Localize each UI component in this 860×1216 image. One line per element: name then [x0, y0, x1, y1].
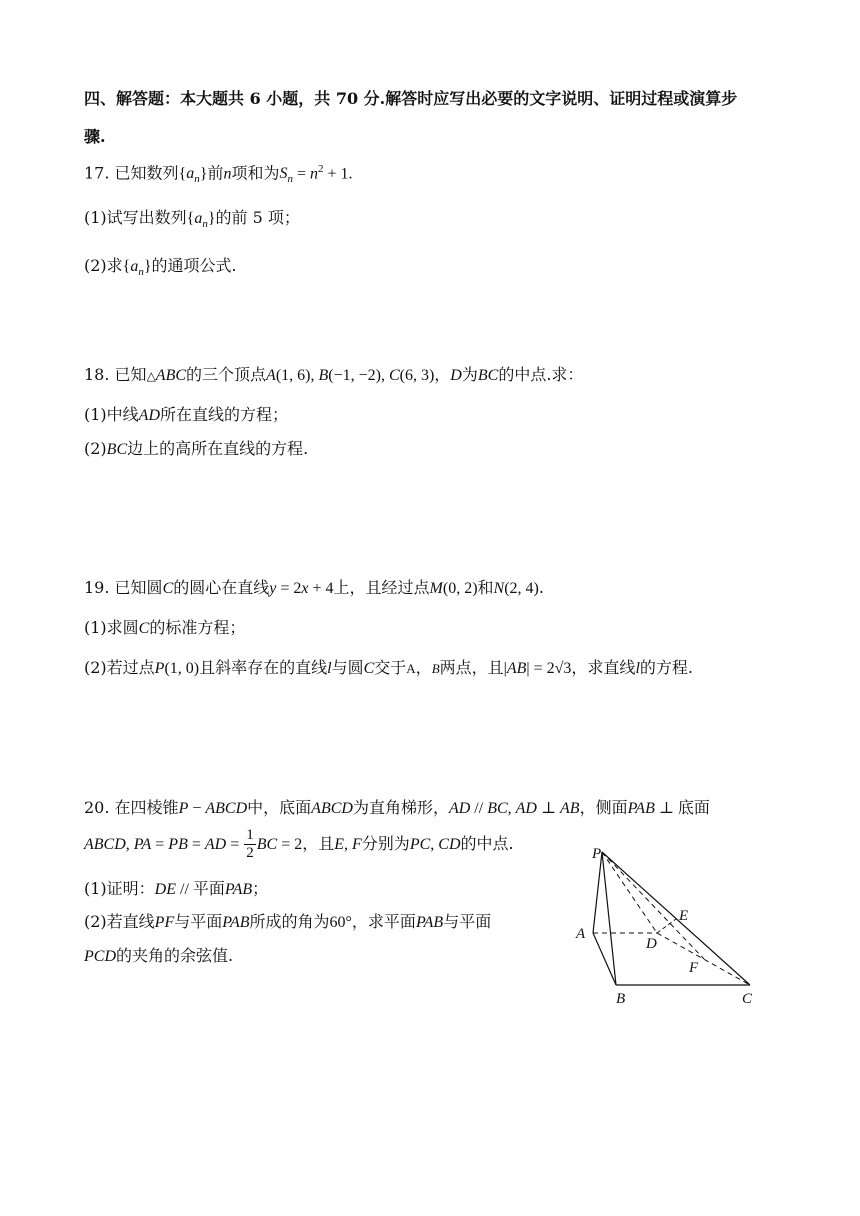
edge-PA	[593, 852, 602, 933]
edge-AB	[593, 933, 616, 985]
q19-number: 19.	[84, 578, 110, 597]
label-A: A	[576, 926, 586, 942]
edge-PB	[602, 852, 616, 985]
q18-number: 18.	[84, 365, 110, 384]
q20-part1: (1)证明：DE // 平面PAB；	[84, 879, 269, 898]
label-E: E	[679, 908, 689, 924]
label-F: F	[689, 960, 699, 976]
q17-number: 17.	[84, 163, 110, 183]
q19-part2: (2)若过点P(1, 0)且斜率存在的直线l与圆C交于A，B两点，且|AB| = 2√3，求直线l的方程.	[84, 658, 693, 677]
q17-stem: 17. 已知数列$\{a_n\}$前n项和为$S_n = n^2 + 1$.	[84, 163, 353, 186]
label-B: B	[616, 991, 626, 1007]
q17-part2: (2)求$\{a_n\}$的通项公式.	[84, 256, 237, 279]
pyramid-figure	[572, 844, 772, 1014]
label-P: P	[592, 846, 602, 862]
section-heading-cont: 骤.	[84, 127, 106, 146]
q19-part1: (1)求圆C的标准方程；	[84, 618, 246, 637]
edge-PD	[602, 852, 657, 933]
q20-line2: ABCD, PA = PB = AD = $\frac{1}{2}$ BC = 2，且E, F分别为PC, CD的中点.	[84, 827, 514, 861]
q20-part2: (2)若直线PF与平面PAB所成的角为60°，求平面PAB与平面	[84, 912, 492, 931]
q19-stem: 19. 已知圆C的圆心在直线y = 2x + 4上，且经过点M(0, 2)和N(2, 4).	[84, 578, 544, 597]
label-D: D	[646, 936, 657, 952]
q18-part2: (2)BC边上的高所在直线的方程.	[84, 439, 309, 458]
q20-part2-cont: PCD的夹角的余弦值.	[84, 946, 234, 965]
q17-part1: (1)试写出数列$\{a_n\}$的前 5 项；	[84, 208, 300, 231]
label-C: C	[742, 991, 753, 1007]
section-heading: 四、解答题：本大题共 6 小题，共 70 分.解答时应写出必要的文字说明、证明过程或演算步	[84, 89, 738, 108]
q18-part1: (1)中线AD所在直线的方程；	[84, 405, 289, 424]
fraction-one-half: $\frac{1}{2}$	[246, 827, 254, 861]
edge-PC	[602, 852, 750, 985]
q18-stem: 18. 已知△ABC的三个顶点A(1, 6), B(−1, −2), C(6, 3)，D为BC的中点.求：	[84, 365, 584, 384]
q20-number: 20.	[84, 798, 110, 817]
q20-stem: 20. 在四棱锥P − ABCD中，底面ABCD为直角梯形，AD // BC, AD ⊥ AB，侧面PAB ⊥ 底面	[84, 798, 710, 817]
